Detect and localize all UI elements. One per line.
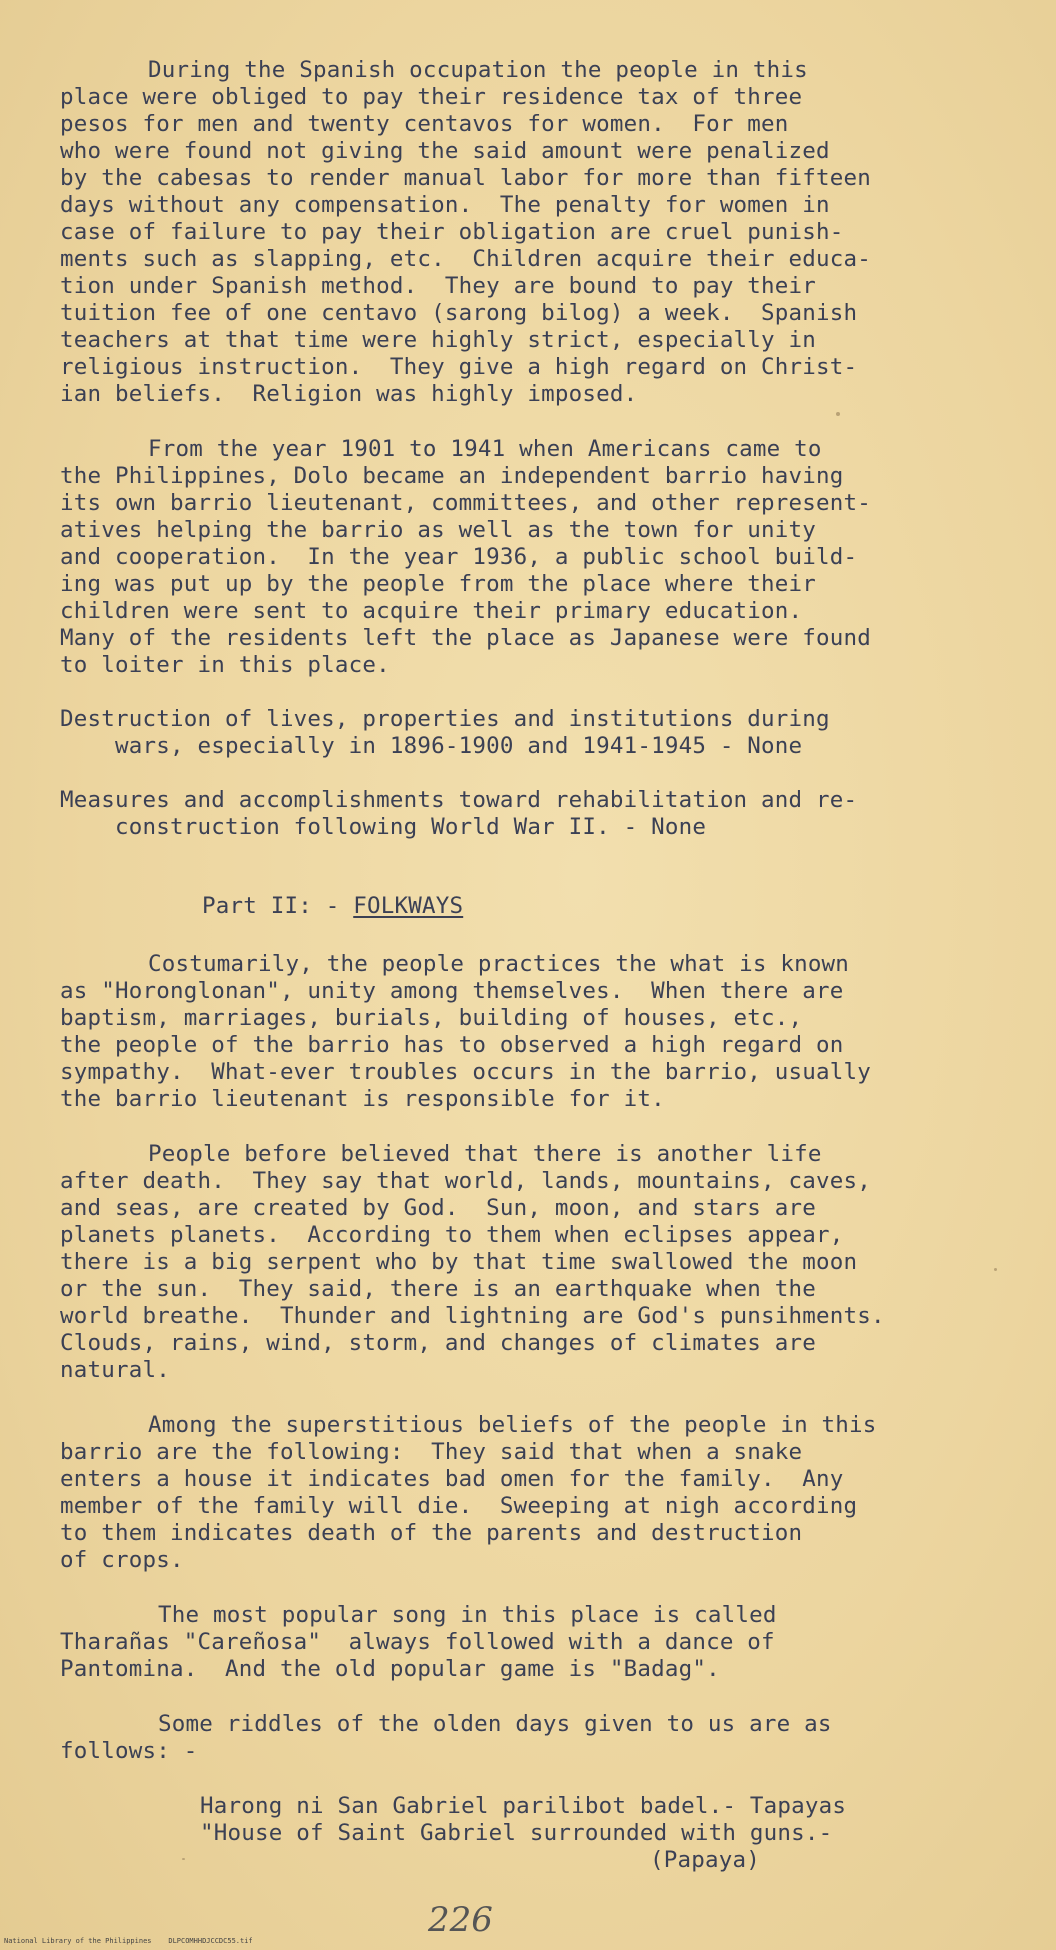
riddle-answer: (Papaya): [650, 1847, 760, 1873]
text-line: Many of the residents left the place as Japanese were found: [60, 625, 872, 651]
text-line: Destruction of lives, properties and institutions during: [60, 706, 830, 732]
section-heading: [202, 893, 463, 920]
text-line: ing was put up by the people from the place where their: [60, 571, 817, 597]
text-line: to loiter in this place.: [60, 652, 390, 678]
riddle-line: Harong ni San Gabriel parilibot badel.- Tapayas: [200, 1793, 847, 1819]
text-line: atives helping the barrio as well as the town for unity: [60, 517, 817, 543]
text-line: after death. They say that world, lands, mountains, caves,: [60, 1168, 872, 1194]
text-line: tion under Spanish method. They are bound to pay their: [60, 273, 817, 299]
text-line: Among the superstitious beliefs of the people in this: [148, 1412, 877, 1438]
text-line: From the year 1901 to 1941 when Americans came to: [148, 436, 822, 462]
text-line: sympathy. What-ever troubles occurs in the barrio, usually: [60, 1059, 872, 1085]
text-line: follows: -: [60, 1738, 198, 1764]
text-line: case of failure to pay their obligation are cruel punish-: [60, 219, 844, 245]
text-line: barrio are the following: They said that when a snake: [60, 1439, 803, 1465]
section-heading-prefix: Part II: -: [202, 893, 354, 919]
text-line: wars, especially in 1896-1900 and 1941-1945 - None: [60, 733, 803, 759]
text-line: there is a big serpent who by that time swallowed the moon: [60, 1249, 858, 1275]
text-line: Tharañas "Careñosa" always followed with a dance of: [60, 1629, 775, 1655]
text-line: of crops.: [60, 1547, 184, 1573]
text-line: world breathe. Thunder and lightning are God's punsihments.: [60, 1303, 885, 1329]
text-line: religious instruction. They give a high regard on Christ-: [60, 354, 858, 380]
text-line: baptism, marriages, burials, building of houses, etc.,: [60, 1005, 803, 1031]
paper-speck: [836, 412, 840, 416]
text-line: natural.: [60, 1357, 170, 1383]
text-line: place were obliged to pay their residence tax of three: [60, 84, 803, 110]
text-line: Some riddles of the olden days given to us are as: [158, 1711, 832, 1737]
text-line: pesos for men and twenty centavos for women. For men: [60, 111, 789, 137]
text-line: days without any compensation. The penalty for women in: [60, 192, 830, 218]
text-line: and seas, are created by God. Sun, moon, and stars are: [60, 1195, 817, 1221]
text-line: Pantomina. And the old popular game is "Badag".: [60, 1656, 720, 1682]
text-line: children were sent to acquire their primary education.: [60, 598, 803, 624]
text-line: The most popular song in this place is called: [158, 1602, 777, 1628]
paper-speck: [182, 1858, 185, 1860]
paper-speck: [994, 1268, 997, 1271]
text-line: People before believed that there is another life: [148, 1141, 822, 1167]
archive-footer: National Library of the Philippines DLPCOMHHDJCCDC55.tif: [4, 1937, 253, 1945]
text-line: planets planets. According to them when eclipses appear,: [60, 1222, 844, 1248]
section-heading-title: FOLKWAYS: [353, 893, 464, 919]
text-line: the barrio lieutenant is responsible for it.: [60, 1086, 665, 1112]
text-line: and cooperation. In the year 1936, a public school build-: [60, 544, 858, 570]
text-line: ian beliefs. Religion was highly imposed.: [60, 381, 638, 407]
text-line: its own barrio lieutenant, committees, and other represent-: [60, 490, 872, 516]
text-line: by the cabesas to render manual labor for more than fifteen: [60, 165, 872, 191]
text-line: the Philippines, Dolo became an independent barrio having: [60, 463, 844, 489]
text-line: the people of the barrio has to observed a high regard on: [60, 1032, 844, 1058]
text-line: enters a house it indicates bad omen for the family. Any: [60, 1466, 844, 1492]
text-line: member of the family will die. Sweeping at nigh according: [60, 1493, 858, 1519]
riddle-line: "House of Saint Gabriel surrounded with guns.-: [200, 1820, 833, 1846]
text-line: who were found not giving the said amount were penalized: [60, 138, 830, 164]
text-line: or the sun. They said, there is an earthquake when the: [60, 1276, 817, 1302]
text-line: Clouds, rains, wind, storm, and changes of climates are: [60, 1330, 817, 1356]
text-line: as "Horonglonan", unity among themselves. When there are: [60, 978, 844, 1004]
text-line: tuition fee of one centavo (sarong bilog) a week. Spanish: [60, 300, 858, 326]
text-line: Costumarily, the people practices the what is known: [148, 951, 850, 977]
text-line: Measures and accomplishments toward rehabilitation and re-: [60, 787, 858, 813]
page-number: 226: [428, 1900, 493, 1940]
text-line: to them indicates death of the parents and destruction: [60, 1520, 803, 1546]
text-line: ments such as slapping, etc. Children acquire their educa-: [60, 246, 872, 272]
text-line: During the Spanish occupation the people in this: [148, 57, 808, 83]
text-line: teachers at that time were highly strict, especially in: [60, 327, 817, 353]
text-line: construction following World War II. - None: [60, 814, 707, 840]
